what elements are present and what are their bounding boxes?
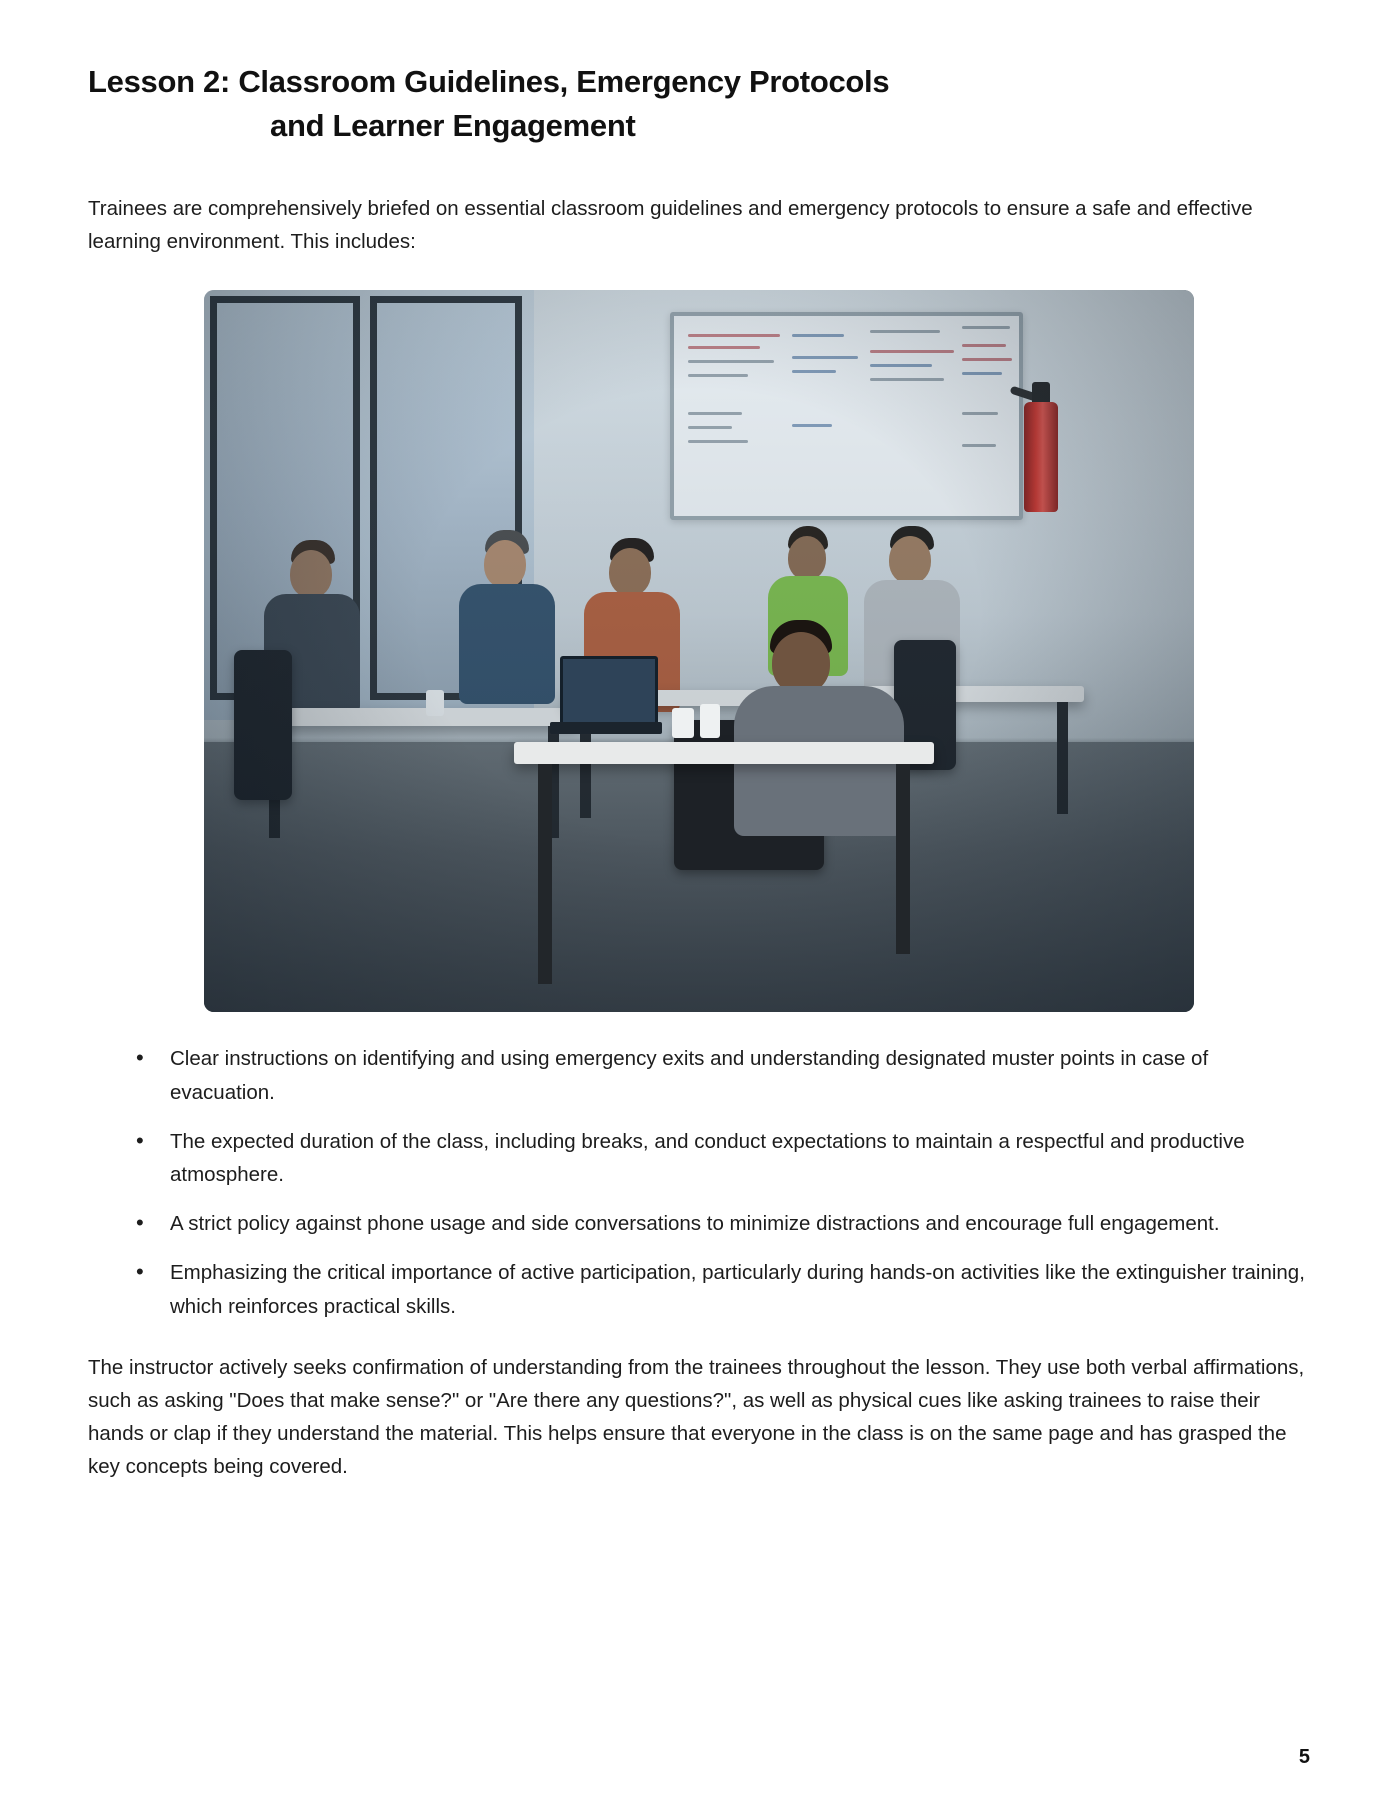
photo-vignette xyxy=(204,290,1194,1012)
photo-cup xyxy=(700,704,720,738)
page-title-line-2: and Learner Engagement xyxy=(270,108,636,144)
page-number: 5 xyxy=(1298,1746,1310,1768)
list-item: • A strict policy against phone usage and side conversations to minimize distractions and encourage full engagement. xyxy=(128,1207,1310,1240)
photo-laptop-screen xyxy=(560,656,658,728)
page-title xyxy=(88,52,1310,148)
photo-laptop-base xyxy=(550,722,662,734)
list-item: • The expected duration of the class, including breaks, and conduct expectations to maintain a respectful and productive atmosphere. xyxy=(128,1125,1310,1191)
list-item: • Emphasizing the critical importance of active participation, particularly during hands-on activities like the extinguisher training, which reinforces practical skills. xyxy=(128,1256,1310,1322)
figure-classroom-photo xyxy=(88,290,1310,1012)
list-item: • Clear instructions on identifying and using emergency exits and understanding designated muster points in case of evacuation. xyxy=(128,1042,1310,1108)
guidelines-list xyxy=(88,1042,1310,1322)
page-title-line-1: Lesson 2: Classroom Guidelines, Emergency Protocols xyxy=(88,64,890,99)
classroom-photo-image xyxy=(204,290,1194,1012)
photo-cup xyxy=(672,708,694,738)
photo-table-front xyxy=(514,742,934,764)
closing-paragraph: The instructor actively seeks confirmation of understanding from the trainees throughout the lesson. They use both verbal affirmations, such as asking "Does that make sense?" or "Are there any questions?", as well as physical cues like asking trainees to raise their hands or clap if they understand the material. This helps ensure that everyone in the class is on the same page and has grasped the key concepts being covered. xyxy=(88,1355,1305,1479)
intro-paragraph: Trainees are comprehensively briefed on essential classroom guidelines and emergency protocols to ensure a safe and effective learning environment. This includes: xyxy=(88,197,1253,254)
